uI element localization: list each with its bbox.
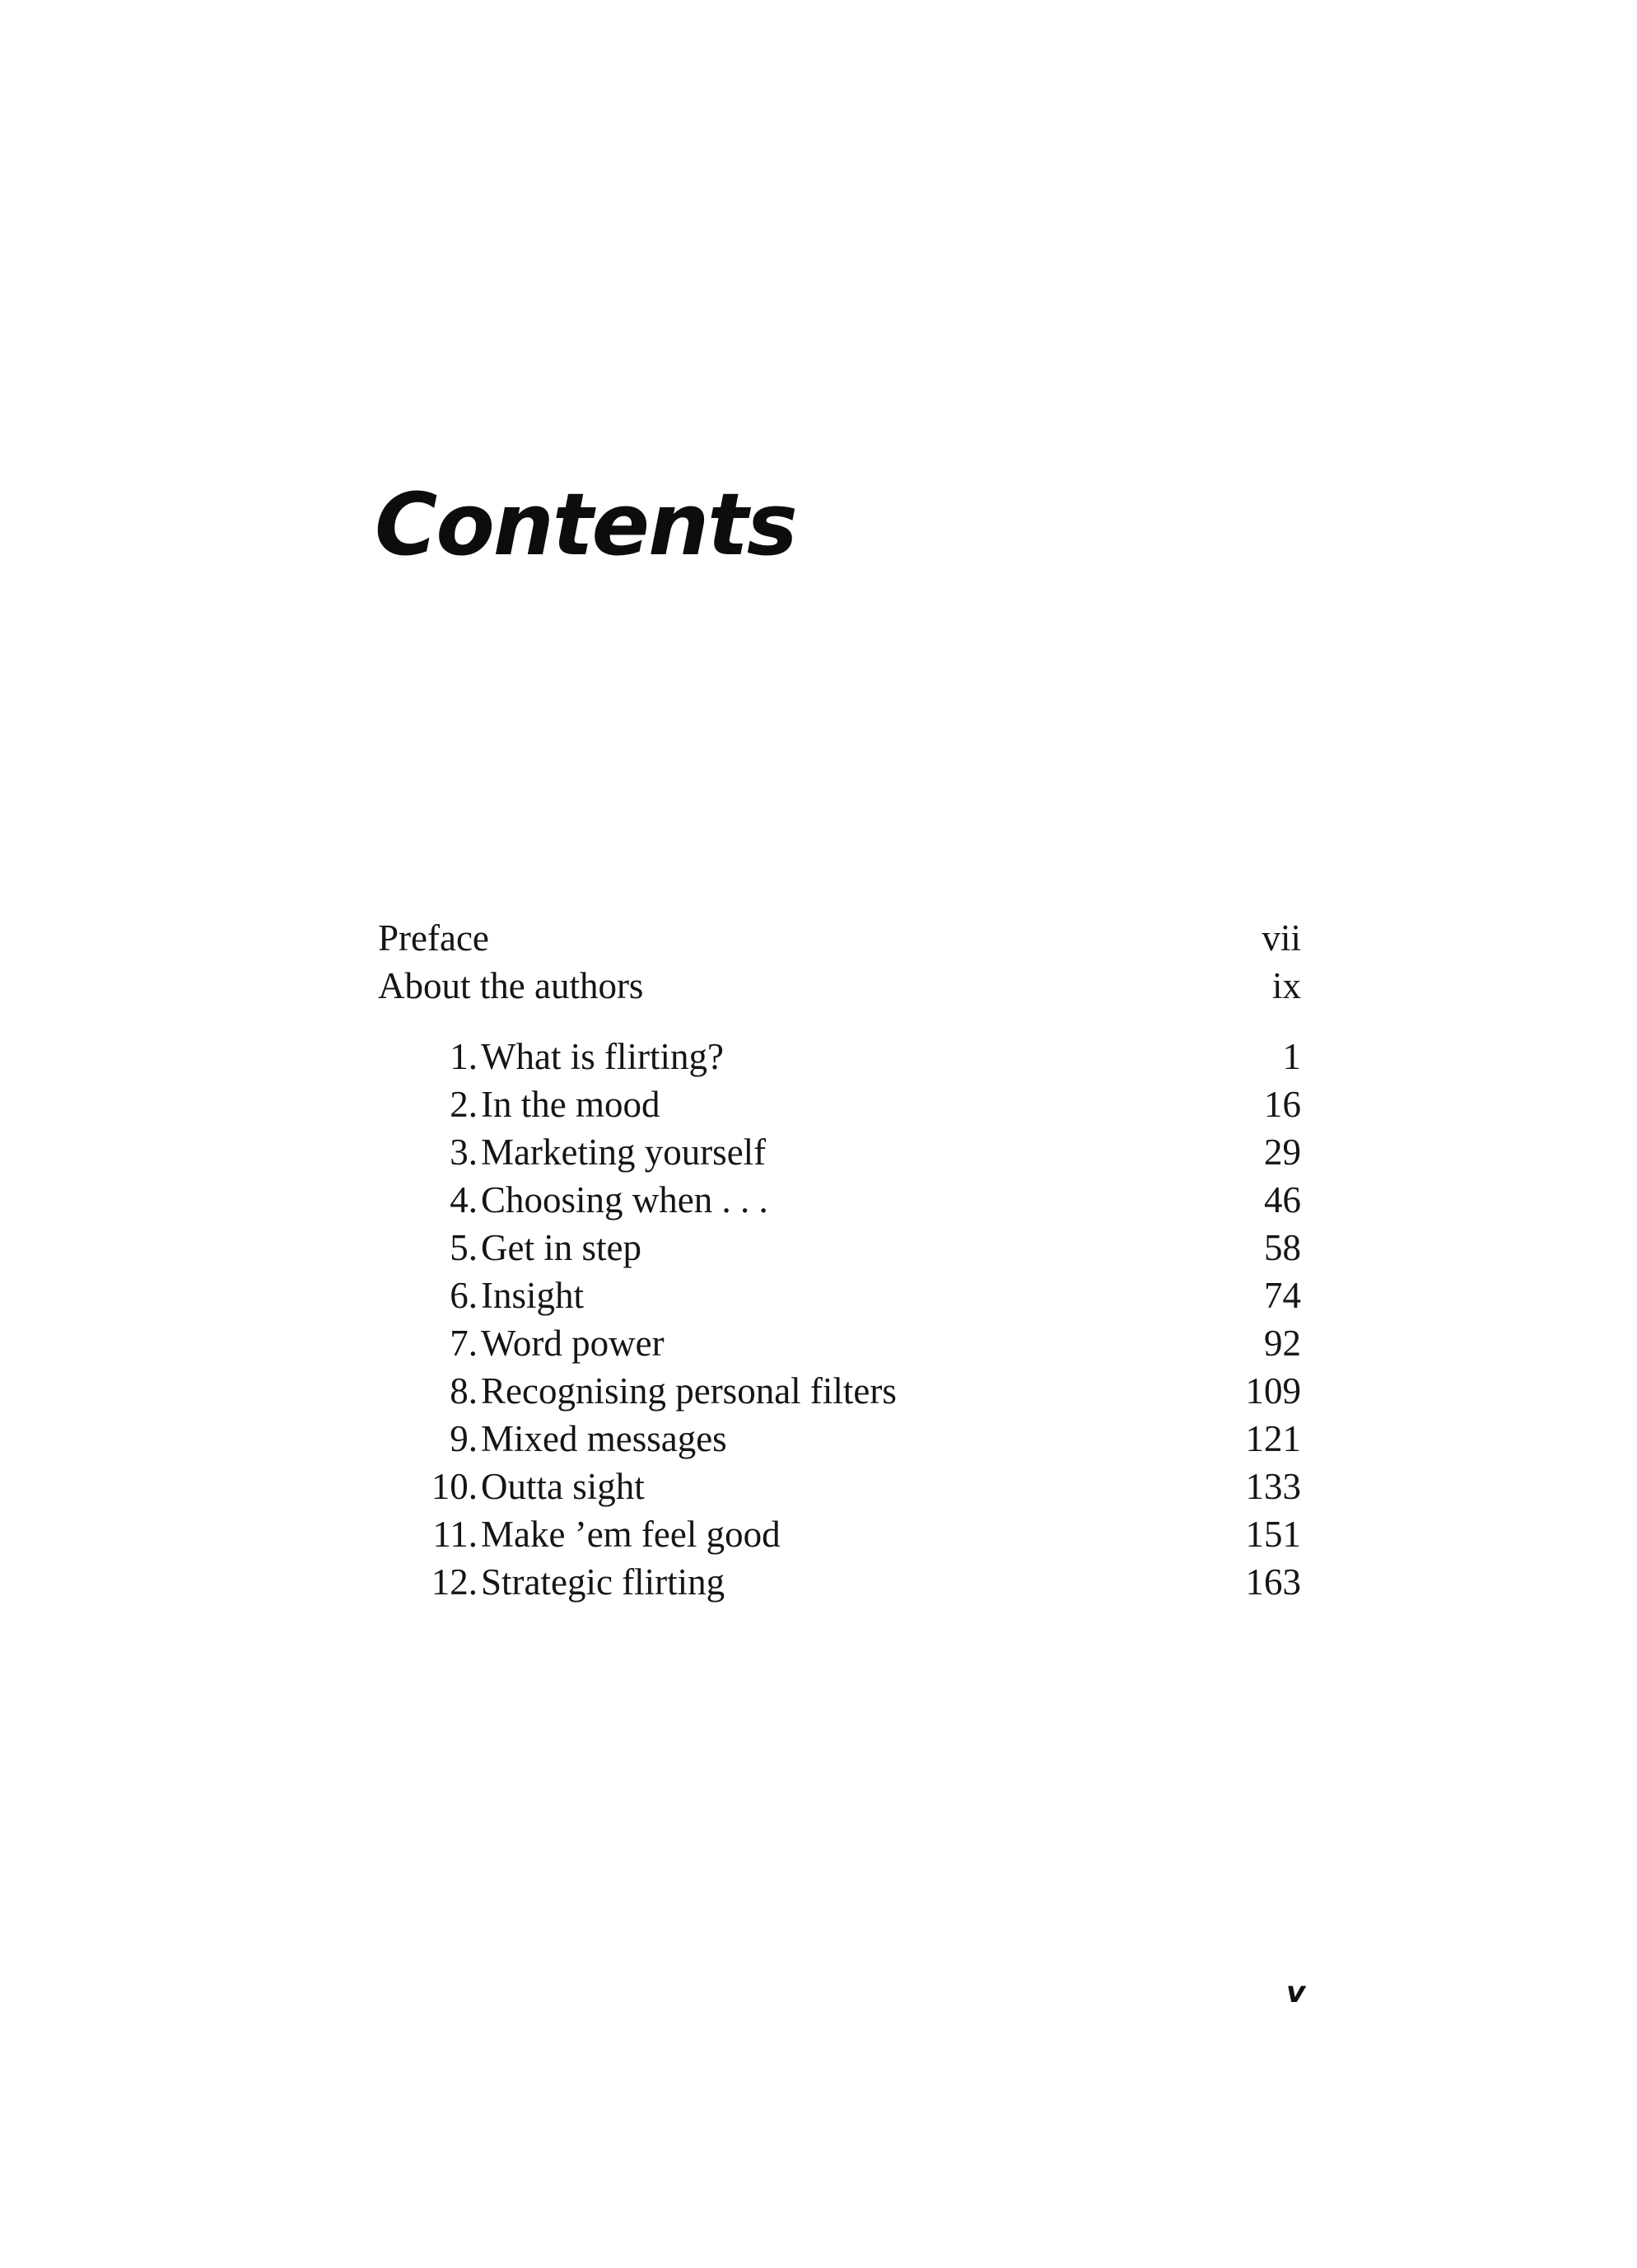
chapter-page-number: 58	[1264, 1227, 1301, 1268]
chapter-number: 7.	[450, 1323, 478, 1364]
chapter-title: Recognising personal filters	[481, 1370, 897, 1412]
chapter-page-number: 163	[1245, 1561, 1301, 1603]
chapter-title: Mixed messages	[481, 1418, 727, 1459]
entry-title: Preface	[378, 917, 489, 959]
chapter-title: In the mood	[481, 1084, 660, 1125]
chapter-page-number: 133	[1245, 1466, 1301, 1507]
toc-entry-chapter-11[interactable]	[378, 1510, 1301, 1558]
toc-entry-chapter-9[interactable]	[378, 1415, 1301, 1463]
toc-entry-chapter-6[interactable]	[378, 1272, 1301, 1319]
entry-page-number: ix	[1271, 965, 1301, 1006]
toc-entry-about-the-authors[interactable]	[378, 962, 1301, 1010]
chapter-number: 10.	[431, 1466, 478, 1507]
chapter-page-number: 92	[1264, 1323, 1301, 1364]
front-matter-list	[378, 914, 1301, 1010]
chapter-number: 3.	[450, 1132, 478, 1173]
chapter-page-number: 74	[1264, 1275, 1301, 1316]
chapter-title: Insight	[481, 1275, 585, 1316]
toc-entry-chapter-8[interactable]	[378, 1367, 1301, 1415]
chapter-title: Strategic flirting	[481, 1561, 725, 1603]
chapter-number: 12.	[431, 1561, 478, 1603]
chapter-number: 2.	[450, 1084, 478, 1125]
toc-entry-chapter-7[interactable]	[378, 1319, 1301, 1367]
chapter-page-number: 109	[1245, 1370, 1301, 1412]
toc-entry-chapter-12[interactable]	[378, 1558, 1301, 1606]
page-title: Contents	[375, 474, 796, 575]
chapter-title: Choosing when . . .	[481, 1179, 768, 1220]
entry-page-number: vii	[1262, 917, 1301, 959]
chapter-number: 9.	[450, 1418, 478, 1459]
chapter-page-number: 46	[1264, 1179, 1301, 1220]
chapter-page-number: 151	[1245, 1514, 1301, 1555]
chapter-page-number: 29	[1264, 1132, 1301, 1173]
entry-title: About the authors	[378, 965, 644, 1006]
chapter-page-number: 16	[1264, 1084, 1301, 1125]
toc-entry-chapter-5[interactable]	[378, 1224, 1301, 1272]
table-of-contents	[378, 914, 1301, 1606]
toc-entry-preface[interactable]	[378, 914, 1301, 962]
toc-entry-chapter-1[interactable]	[378, 1033, 1301, 1080]
chapter-number: 4.	[450, 1179, 478, 1220]
chapter-list	[378, 1033, 1301, 1606]
toc-entry-chapter-3[interactable]	[378, 1128, 1301, 1176]
chapter-number: 6.	[450, 1275, 478, 1316]
chapter-title: What is flirting?	[481, 1036, 724, 1077]
toc-entry-chapter-4[interactable]	[378, 1176, 1301, 1224]
page-folio: v	[1286, 1976, 1306, 2009]
chapter-title: Word power	[481, 1323, 665, 1364]
chapter-number: 11.	[432, 1514, 478, 1555]
chapter-title: Outta sight	[481, 1466, 645, 1507]
chapter-title: Make ’em feel good	[481, 1514, 781, 1555]
chapter-number: 5.	[450, 1227, 478, 1268]
chapter-page-number: 121	[1245, 1418, 1301, 1459]
toc-entry-chapter-2[interactable]	[378, 1080, 1301, 1128]
chapter-title: Get in step	[481, 1227, 641, 1268]
chapter-page-number: 1	[1282, 1036, 1301, 1077]
chapter-title: Marketing yourself	[481, 1132, 767, 1173]
chapter-number: 8.	[450, 1370, 478, 1412]
chapter-number: 1.	[450, 1036, 478, 1077]
toc-entry-chapter-10[interactable]	[378, 1463, 1301, 1510]
